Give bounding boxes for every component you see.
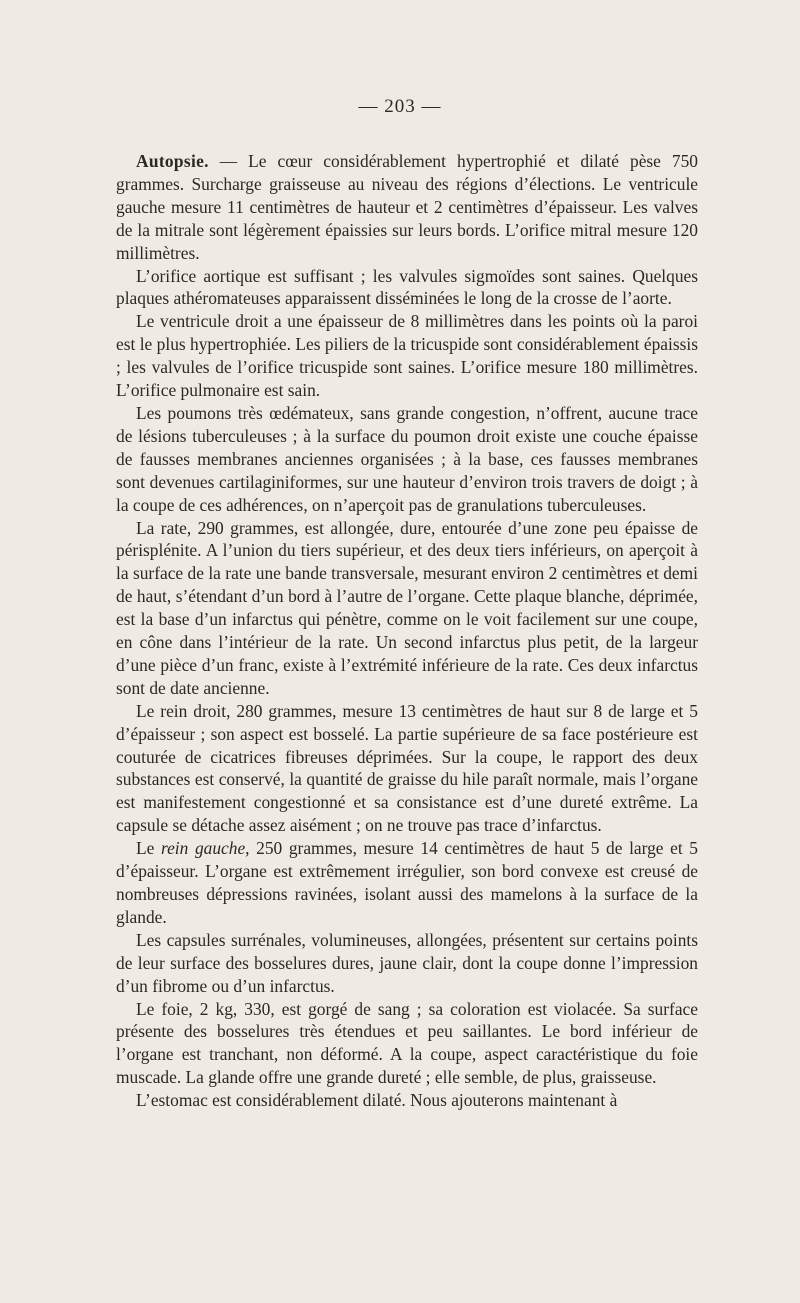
paragraph-aorte: L’orifice aortique est suffisant ; les valvules sigmoïdes sont saines. Quelques plaques athéromateuses apparaissent disséminées le long de la crosse de l’aorte. [116, 265, 698, 309]
paragraph-text: — Le cœur considérablement hypertrophié et dilaté pèse 750 grammes. Surcharge graisseuse au niveau des régions d’élections. Le ventricule gauche mesure 11 centimètres de hauteur et 2 centimètres d’épaisseur. Les valves de la mitrale sont légèrement épaissies sur leurs bords. L’orifice mitral mesure 120 millimètres. [116, 151, 698, 263]
paragraph-prefix: Le [136, 838, 161, 859]
paragraph-text: , 250 grammes, mesure 14 centimètres de haut 5 de large et 5 d’épaisseur. L’organe est extrêmement irrégulier, son bord convexe est creusé de nombreuses dépressions ravinées, isolant aussi des mamelons à la surface de la glande. [116, 838, 698, 927]
paragraph-rein-droit: Le rein droit, 280 grammes, mesure 13 centimètres de haut sur 8 de large et 5 d’épaisseur ; son aspect est bosselé. La partie supérieure de sa face postérieure est couturée de cicatrices fibreuses déprimées. Sur la coupe, le rapport des deux substances est conservé, la quantité de graisse du hile paraît normale, mais l’organe est manifestement congestionné et sa consistance est d’une dureté extrême. La capsule se détache assez aisément ; on ne trouve pas trace d’infarctus. [116, 700, 698, 836]
paragraph-poumons: Les poumons très œdémateux, sans grande congestion, n’offrent, aucune trace de lésions tuberculeuses ; à la surface du poumon droit existe une couche épaisse de fausses membranes anciennes organisées ; à la base, ces fausses membranes sont devenues cartilaginiformes, sur une hauteur d’environ trois travers de doigt ; à la coupe de ces adhérences, on n’aperçoit pas de granulations tuberculeuses. [116, 402, 698, 515]
paragraph-capsules: Les capsules surrénales, volumineuses, allongées, présentent sur certains points de leur surface des bosselures dures, jaune clair, dont la coupe donne l’impression d’un fibrome ou d’un infarctus. [116, 929, 698, 996]
section-lead: Autopsie. [136, 151, 209, 171]
page-number: — 203 — [358, 96, 442, 117]
paragraph-estomac: L’estomac est considérablement dilaté. Nous ajouterons maintenant à [136, 1090, 618, 1111]
paragraph-rein-gauche [116, 837, 698, 929]
paragraph-ventricule-droit: Le ventricule droit a une épaisseur de 8 millimètres dans les points où la paroi est le plus hypertrophiée. Les piliers de la tricuspide sont considérablement épaissis ; les valvules de l’orifice tricuspide sont saines. L’orifice mesure 180 millimètres. L’orifice pulmonaire est sain. [116, 311, 698, 401]
paragraph-rate: La rate, 290 grammes, est allongée, dure, entourée d’une zone peu épaisse de périsplénite. A l’union du tiers supérieur, et des deux tiers inférieurs, on aperçoit à la surface de la rate une bande transversale, mesurant environ 2 centimètres et demi de haut, s’étendant d’un bord à l’autre de l’organe. Cette plaque blanche, déprimée, est la base d’un infarctus qui pénètre, comme on le voit facilement sur une coupe, en cône dans l’intérieur de la rate. Un second infarctus plus petit, de la largeur d’une pièce d’un franc, existe à l’extrémité inférieure de la rate. Ces deux infarctus sont de date ancienne. [116, 517, 698, 698]
paragraph-foie: Le foie, 2 kg, 330, est gorgé de sang ; sa coloration est violacée. Sa surface présente des bosselures très étendues et peu saillantes. Le bord inférieur de l’organe est tranchant, non déformé. A la coupe, aspect caractéristique du foie muscade. La glande offre une grande dureté ; elle semble, de plus, graisseuse. [116, 998, 698, 1088]
italic-term: rein gauche [160, 838, 246, 859]
paragraph-autopsie [116, 150, 698, 265]
body-text [116, 150, 698, 1112]
